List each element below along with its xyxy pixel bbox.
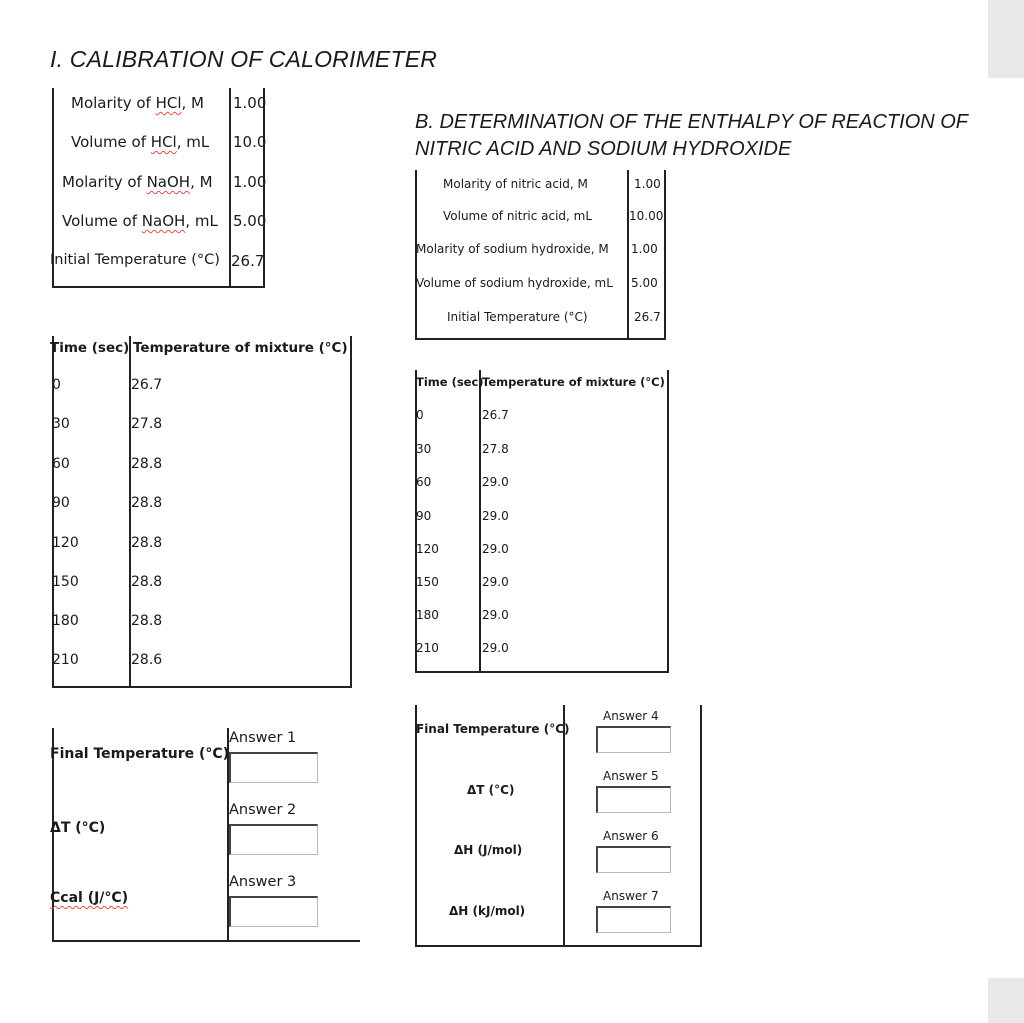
temp-cell: 29.0 [482, 641, 509, 655]
temp-cell: 28.8 [131, 535, 163, 551]
temp-cell: 27.8 [482, 442, 509, 456]
param-value: 5.00 [631, 276, 658, 290]
param-label: Molarity of sodium hydroxide, M [416, 242, 609, 256]
answer-label: Answer 4 [603, 709, 659, 723]
param-value: 1.00 [233, 94, 267, 112]
answer-5-input[interactable] [596, 786, 671, 813]
time-cell: 150 [416, 575, 439, 589]
result-label: Ccal (J/°C) [50, 890, 129, 906]
param-label: Molarity of nitric acid, M [443, 177, 588, 191]
temp-cell: 28.6 [131, 652, 163, 668]
result-label: ΔH (kJ/mol) [449, 904, 526, 918]
answer-1-input[interactable] [229, 752, 318, 783]
temp-cell: 29.0 [482, 509, 509, 523]
result-label: Final Temperature (°C) [416, 722, 570, 736]
temperature-header: Temperature of mixture (°C) [482, 375, 665, 389]
time-cell: 90 [52, 495, 70, 511]
temp-cell: 28.8 [131, 456, 163, 472]
time-cell: 30 [416, 442, 432, 456]
param-value: 5.00 [233, 212, 267, 230]
answer-label: Answer 5 [603, 769, 659, 783]
time-cell: 30 [52, 416, 70, 432]
param-label: Volume of sodium hydroxide, mL [416, 276, 613, 290]
time-cell: 210 [416, 641, 439, 655]
time-cell: 60 [52, 456, 70, 472]
result-label: ΔH (J/mol) [454, 843, 523, 857]
time-cell: 60 [416, 475, 432, 489]
answer-4-input[interactable] [596, 726, 671, 753]
answer-3-input[interactable] [229, 896, 318, 927]
param-label: Initial Temperature (°C) [447, 310, 588, 324]
param-label: Volume of HCl, mL [71, 133, 210, 151]
answer-label: Answer 7 [603, 889, 659, 903]
temp-cell: 26.7 [482, 408, 509, 422]
param-label: Molarity of HCl, M [71, 94, 204, 112]
answer-label: Answer 6 [603, 829, 659, 843]
answer-label: Answer 2 [229, 802, 297, 818]
answer-6-input[interactable] [596, 846, 671, 873]
time-cell: 150 [52, 574, 79, 590]
time-cell: 120 [416, 542, 439, 556]
temp-cell: 27.8 [131, 416, 163, 432]
temp-cell: 29.0 [482, 475, 509, 489]
time-cell: 90 [416, 509, 432, 523]
param-value: 1.00 [634, 177, 661, 191]
temp-cell: 28.8 [131, 613, 163, 629]
param-value: 10.0 [233, 133, 267, 151]
time-cell: 210 [52, 652, 79, 668]
param-value: 26.7 [634, 310, 661, 324]
result-label: Final Temperature (°C) [50, 746, 230, 762]
temp-cell: 26.7 [131, 377, 163, 393]
answer-label: Answer 1 [229, 730, 297, 746]
temp-cell: 28.8 [131, 495, 163, 511]
time-cell: 0 [416, 408, 424, 422]
param-value: 1.00 [233, 173, 267, 191]
time-cell: 0 [52, 377, 61, 393]
temp-cell: 29.0 [482, 575, 509, 589]
result-label: ΔT (°C) [50, 820, 106, 836]
param-label: Volume of NaOH, mL [62, 212, 218, 230]
answer-label: Answer 3 [229, 874, 297, 890]
time-cell: 180 [416, 608, 439, 622]
scrollbar-bottom[interactable] [988, 978, 1024, 1023]
result-label: ΔT (°C) [467, 783, 515, 797]
section-a-title: I. CALIBRATION OF CALORIMETER [50, 46, 438, 72]
param-value: 10.00 [629, 209, 664, 223]
temp-cell: 29.0 [482, 542, 509, 556]
time-header: Time (sec) [416, 375, 484, 389]
section-b-title: B. DETERMINATION OF THE ENTHALPY OF REACTION OF NITRIC ACID AND SODIUM HYDROXIDE [415, 111, 969, 160]
temp-cell: 29.0 [482, 608, 509, 622]
answer-2-input[interactable] [229, 824, 318, 855]
param-label: Volume of nitric acid, mL [443, 209, 593, 223]
time-cell: 180 [52, 613, 79, 629]
param-label: Initial Temperature (°C) [50, 252, 220, 268]
param-value: 26.7 [231, 252, 265, 270]
time-cell: 120 [52, 535, 79, 551]
time-header: Time (sec) [50, 340, 130, 356]
scrollbar-top[interactable] [988, 0, 1024, 78]
answer-7-input[interactable] [596, 906, 671, 933]
param-label: Molarity of NaOH, M [62, 173, 213, 191]
temp-cell: 28.8 [131, 574, 163, 590]
param-value: 1.00 [631, 242, 658, 256]
temperature-header: Temperature of mixture (°C) [133, 340, 348, 356]
